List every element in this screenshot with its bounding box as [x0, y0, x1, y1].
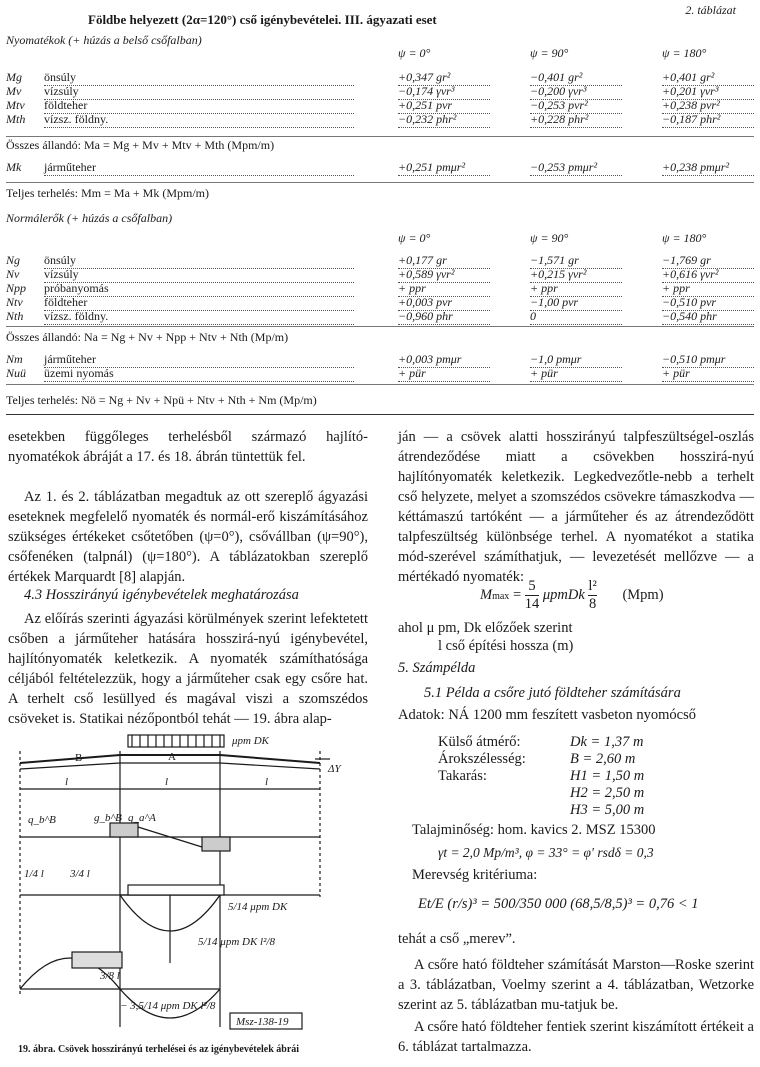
fig-label-dy: ΔY — [328, 763, 341, 775]
talaj-params: γt = 2,0 Mp/m³, φ = 33° = φ′ rsdδ = 0,3 — [438, 845, 654, 860]
row-value: +0,238 pmμr² — [662, 160, 754, 176]
data-row-value: H2 = 2,50 m — [570, 785, 645, 801]
fig-label-m1: 5/14 μpm DK — [228, 901, 288, 913]
fig-label-l2: l — [165, 776, 169, 788]
table-title: Földbe helyezett (2α=120°) cső igénybevételei. III. ágyazati eset — [88, 12, 437, 27]
row-value: + ppr — [530, 281, 622, 297]
left-paragraph-1: esetekben függőleges terhelésből származó hajlító-nyomatékok ábráját a 17. és 18. ábrán tüntettük fel. — [8, 429, 368, 465]
row-value: −0,200 γvr³ — [530, 84, 622, 100]
row-symbol: Ng — [6, 253, 21, 267]
row-value: +0,177 gr — [398, 253, 490, 269]
row-label: próbanyomás — [44, 281, 354, 297]
section-heading-4-3: 4.3 Hosszirányú igénybevételek meghatározása — [24, 587, 299, 603]
row-value: +0,215 γvr² — [530, 267, 622, 283]
row-label: földteher — [44, 98, 354, 114]
row-label: vízsz. földny. — [44, 112, 354, 128]
fig-label-m4: − 3,5/14 μpm DK l²/8 — [120, 1000, 216, 1012]
load-block — [128, 735, 224, 747]
fig-label-l3: l — [265, 776, 269, 788]
row-value: + ppr — [398, 281, 490, 297]
row-label: földteher — [44, 295, 354, 311]
moments-full-formula: Teljes terhelés: Mm = Ma + Mk (Mpm/m) — [6, 186, 209, 200]
row-value: + pür — [398, 366, 490, 382]
normal-total-formula: Összes állandó: Na = Ng + Nv + Npp + Ntv + Nth (Mp/m) — [6, 330, 289, 344]
row-value: + ppr — [662, 281, 754, 297]
row-label: üzemi nyomás — [44, 366, 354, 382]
row-symbol: Mth — [6, 112, 26, 126]
moments-total-formula: Összes állandó: Ma = Mg + Mv + Mtv + Mth (Mpm/m) — [6, 138, 275, 152]
left-paragraph-3: Az előírás szerinti ágyazási körülmények szerint lefektetett csőben a járműteher hatására hosszirá-nyú igénybevétel, hajlítónyomaték keletkezik. A nyomaték számíthatósága céljából feltételezzük, hogy a járműteher csak egy csőre hat. A terhelt cső lesüllyed és magával viszi a szomszédos csöveket is. Statikai nézőpontból tehát — 19. ábra alap- — [8, 611, 368, 727]
row-label: önsúly — [44, 253, 354, 269]
ahol-line-1: ahol μ pm, Dk előzőek szerint — [398, 620, 573, 636]
heading-5-1: 5.1 Példa a csőre jutó földteher számítására — [424, 685, 681, 701]
right-paragraph-1: ján — a csövek alatti hosszirányú talpfeszültségel-oszlás átrendeződése miatt a csövekben hosszirá-nyú hajlítónyomaték keletkezik. Legkedvezőtle-nebb a terhelt cső helyzete, melyet a szomszédos csövekre támaszkodva — kéttámaszú tartóként — a járműteher és az átrendeződött talpfeszültség különbsége terhel. A nyomatékot a statika mód-szerével számíthatjuk, — levezetését mellőzve — a mértékadó nyomaték: — [398, 429, 754, 585]
fig-label-qb: q_b^B — [28, 814, 56, 826]
row-symbol: Npp — [6, 281, 27, 295]
fig-label-l4: 1/4 l — [24, 868, 44, 880]
formula-mmax: Mmax = $\frac{5}{14}$ μpmDk $\frac{\text{l²}}{8}$ (Mpm) — [480, 578, 664, 612]
fig-label-gb: g_b^B — [94, 812, 122, 824]
col-head-180-b: ψ = 180° — [662, 231, 707, 245]
row-value: + pür — [662, 366, 754, 382]
row-symbol: Nm — [6, 352, 23, 366]
row-value: −0,510 pmμr — [662, 352, 754, 368]
fig-label-l34: 3/4 l — [70, 868, 90, 880]
row-symbol: Nuü — [6, 366, 27, 380]
fig-label-m2: 5/14 μpm DK l²/8 — [198, 936, 275, 948]
adatok-line: Adatok: NÁ 1200 mm feszített vasbeton nyomócső — [398, 707, 697, 723]
data-row-label: Takarás: — [438, 768, 487, 784]
right-paragraph-3: A csőre ható földteher fentiek szerint kiszámított értékeit a 6. táblázat tartalmazza. — [398, 1019, 754, 1055]
row-value: +0,251 pmμr² — [398, 160, 490, 176]
data-row-value: H3 = 5,00 m — [570, 802, 645, 818]
row-value: +0,003 pmμr — [398, 352, 490, 368]
row-symbol: Mk — [6, 160, 22, 174]
normal-full-formula: Teljes terhelés: Nö = Ng + Nv + Npü + Ntv + Nth + Nm (Mp/m) — [6, 393, 317, 407]
row-value: −0,960 phr — [398, 309, 490, 325]
row-value: +0,616 γvr² — [662, 267, 754, 283]
row-value: −0,253 pvr² — [530, 98, 622, 114]
row-symbol: Mv — [6, 84, 22, 98]
ahol-line-2: l cső építési hossza (m) — [438, 638, 574, 654]
row-value: −1,0 pmμr — [530, 352, 622, 368]
row-value: −0,174 γvr³ — [398, 84, 490, 100]
col-head-90-b: ψ = 90° — [530, 231, 569, 245]
row-value: +0,238 pvr² — [662, 98, 754, 114]
heading-5: 5. Számpélda — [398, 660, 476, 676]
fig-label-l1: l — [65, 776, 69, 788]
row-symbol: Mtv — [6, 98, 25, 112]
row-label: járműteher — [44, 160, 354, 176]
row-value: −0,187 phr² — [662, 112, 754, 128]
col-head-90: ψ = 90° — [530, 46, 569, 60]
figure-19-diagram — [10, 727, 360, 1039]
section-moments-heading: Nyomatékok (+ húzás a belső csőfalban) — [6, 33, 202, 47]
row-label: járműteher — [44, 352, 354, 368]
row-value: + pür — [530, 366, 622, 382]
row-value: −1,571 gr — [530, 253, 622, 269]
row-value: −1,769 gr — [662, 253, 754, 269]
data-row-value: Dk = 1,37 m — [570, 734, 644, 750]
col-head-180: ψ = 180° — [662, 46, 707, 60]
row-value: −0,510 pvr — [662, 295, 754, 311]
data-row-value: B = 2,60 m — [570, 751, 636, 767]
merev-label: Merevség kritériuma: — [412, 867, 538, 883]
row-value: 0 — [530, 309, 622, 325]
col-head-0-b: ψ = 0° — [398, 231, 431, 245]
row-value: +0,228 phr² — [530, 112, 622, 128]
row-value: +0,347 gr² — [398, 70, 490, 86]
row-symbol: Nth — [6, 309, 24, 323]
row-label: önsúly — [44, 70, 354, 86]
fig-label-m3: 3/8 l — [100, 970, 120, 982]
row-value: +0,589 γvr² — [398, 267, 490, 283]
data-row-label: Külső átmérő: — [438, 734, 521, 750]
figure-caption: 19. ábra. Csövek hosszirányú terhelései és az igénybevételek ábrái — [18, 1044, 300, 1055]
row-symbol: Nv — [6, 267, 20, 281]
merev-formula: Et/E (r/s)³ = 500/350 000 (68,5/8,5)³ = 0,76 < 1 — [418, 896, 699, 912]
fig-label-load: μpm DK — [232, 735, 269, 747]
col-head-0: ψ = 0° — [398, 46, 431, 60]
tehat-line: tehát a cső „merev”. — [398, 931, 516, 947]
row-symbol: Ntv — [6, 295, 23, 309]
fig-label-a: A — [168, 751, 176, 763]
row-value: −1,00 pvr — [530, 295, 622, 311]
row-value: −0,253 pmμr² — [530, 160, 622, 176]
row-label: vízsz. földny. — [44, 309, 354, 325]
fig-label-qa: q_a^A — [128, 812, 156, 824]
row-value: −0,232 phr² — [398, 112, 490, 128]
data-row-label: Árokszélesség: — [438, 751, 526, 767]
row-value: +0,201 γvr³ — [662, 84, 754, 100]
right-paragraph-2: A csőre ható földteher számítását Marston—Roske szerint a 3. táblázatban, Voelmy szerint a 4. táblázatban, Wetzorke szerint az 5. táblázatban mu-tatjuk be. — [398, 957, 754, 1013]
talaj-line: Talajminőség: hom. kavics 2. MSZ 15300 — [412, 822, 656, 838]
section-normal-heading: Normálerők (+ húzás a csőfalban) — [6, 211, 173, 225]
row-label: vízsúly — [44, 84, 354, 100]
row-symbol: Mg — [6, 70, 22, 84]
row-label: vízsúly — [44, 267, 354, 283]
data-row-value: H1 = 1,50 m — [570, 768, 645, 784]
row-value: +0,401 gr² — [662, 70, 754, 86]
row-value: −0,401 gr² — [530, 70, 622, 86]
table-number: 2. táblázat — [685, 3, 736, 17]
row-value: −0,540 phr — [662, 309, 754, 325]
row-value: +0,003 pvr — [398, 295, 490, 311]
left-paragraph-2: Az 1. és 2. táblázatban megadtuk az ott szereplő ágyazási eseteknek megfelelő nyomaték és normál-erő kiszámításához szükséges értékeket csőtetőben (ψ=0°), csővállban (ψ=90°), csőfenéken (talpnál) (ψ=180°). A táblázatokban szereplő értékek Marquardt [8] alapján. — [8, 489, 368, 585]
fig-label-stamp: Msz-138-19 — [236, 1016, 289, 1028]
row-value: +0,251 pvr — [398, 98, 490, 114]
fig-label-b: B — [75, 752, 83, 764]
